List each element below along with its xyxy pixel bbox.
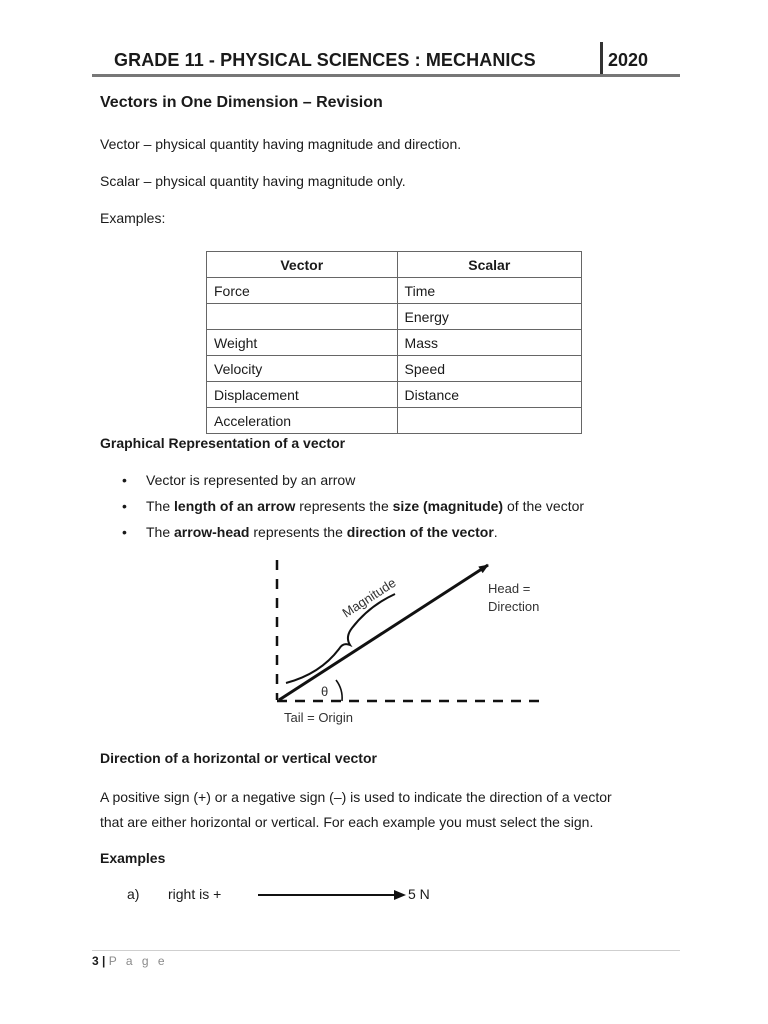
direction-heading: Direction of a horizontal or vertical vector [100,750,377,766]
table-header-vector: Vector [207,252,398,278]
table-cell: Force [207,278,398,304]
table-cell [207,304,398,330]
header-separator [600,42,603,75]
example-a-text: right is + [168,886,222,902]
section-title: Vectors in One Dimension – Revision [100,94,383,111]
example-a-value: 5 N [408,886,430,902]
bullet-icon: • [122,498,127,514]
table-header-scalar: Scalar [397,252,581,278]
vector-diagram [260,556,560,728]
table-cell: Time [397,278,581,304]
example-a-arrow [256,888,406,902]
table-row [207,304,582,330]
vector-definition: Vector – physical quantity having magnitude and direction. [100,136,462,152]
table-cell: Velocity [207,356,398,382]
page-header [92,42,680,78]
angle-arc [336,680,342,701]
page-footer [92,954,168,968]
head-label-2: Direction [488,599,540,614]
table-cell: Distance [397,382,581,408]
table-row [207,330,582,356]
page-number: 3 [92,954,99,968]
vector-scalar-table [206,251,582,434]
list-item: • The length of an arrow represents the size (magnitude) of the vector [122,498,585,514]
graphical-bullet-list [122,471,584,549]
bullet-icon: • [122,524,127,540]
list-item: • Vector is represented by an arrow [122,472,356,488]
table-header-row [207,252,582,278]
header-rule [92,74,680,77]
table-cell [397,408,581,434]
head-label-1: Head = [488,581,531,596]
header-title: GRADE 11 - PHYSICAL SCIENCES : MECHANICS [114,50,536,70]
table-cell: Acceleration [207,408,398,434]
graphical-heading: Graphical Representation of a vector [100,435,346,451]
table-row [207,408,582,434]
table-cell: Mass [397,330,581,356]
footer-separator: | [98,954,109,968]
angle-theta-label: θ [321,684,329,699]
examples-label: Examples: [100,210,166,226]
header-year: 2020 [608,50,649,70]
magnitude-label: Magnitude [339,574,399,621]
table-row [207,278,582,304]
direction-text-line2: that are either horizontal or vertical. For each example you must select the sign. [100,814,594,830]
footer-rule [92,950,680,951]
tail-label: Tail = Origin [284,710,353,725]
scalar-definition: Scalar – physical quantity having magnitude only. [100,173,406,189]
bullet-icon: • [122,472,127,488]
page-word: P a g e [108,954,168,968]
table-cell: Weight [207,330,398,356]
table-cell: Energy [397,304,581,330]
table-row [207,382,582,408]
examples-heading: Examples [100,850,166,866]
list-item: • The arrow-head represents the direction of the vector. [122,524,498,540]
table-cell: Displacement [207,382,398,408]
example-a-label: a) [127,886,140,902]
direction-text-line1: A positive sign (+) or a negative sign (–) is used to indicate the direction of a vector [100,789,612,805]
table-row [207,356,582,382]
table-cell: Speed [397,356,581,382]
